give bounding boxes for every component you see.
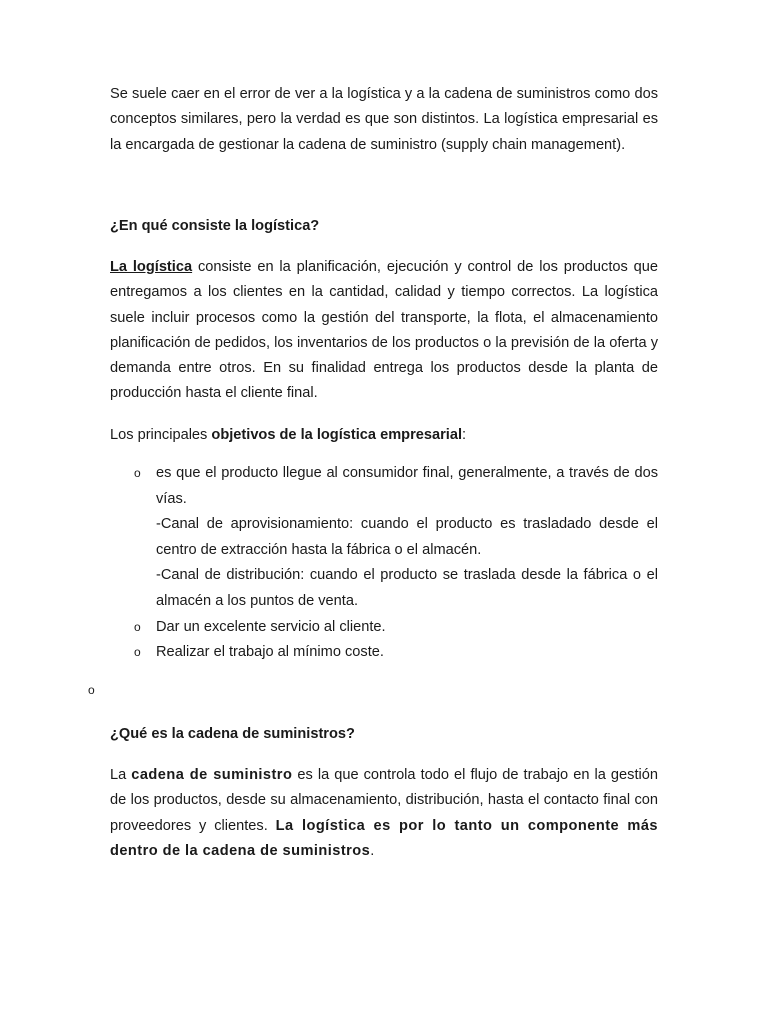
list-item (110, 615, 658, 641)
cadena-prefix: La (110, 767, 132, 783)
objectives-suffix: : (462, 427, 467, 443)
section-heading-logistica: ¿En qué consiste la logística? (110, 218, 320, 234)
logistica-paragraph (110, 255, 658, 407)
objectives-list (110, 461, 658, 666)
section-heading-cadena: ¿Qué es la cadena de suministros? (110, 726, 355, 742)
cadena-conclusion: La logística es por lo tanto un componente más dentro de la cadena de suministros (110, 817, 658, 859)
list-item-subtext: -Canal de distribución: cuando el producto se traslada desde la fábrica o el almacén a los puntos de venta. (156, 567, 658, 609)
cadena-term: cadena de suministro (131, 767, 293, 783)
logistica-paragraph-text: consiste en la planificación, ejecución y control de los productos que entregamos a los clientes en la cantidad, calidad y tiempo correctos. La logística suele incluir procesos como la gestión del transporte, la flota, el almacenamiento planificación de pedidos, los inventarios de los productos o la previsión de la oferta y demanda entre otros. En su finalidad entrega los productos desde la planta de producción hasta el cliente final. (110, 259, 659, 402)
intro-paragraph (110, 82, 658, 158)
cadena-paragraph-text: es la que controla todo el flujo de trabajo en la gestión de los productos, desde su almacenamiento, distribución, hasta el contacto final con proveedores y clientes. (110, 767, 658, 834)
list-item-subtext: -Canal de aprovisionamiento: cuando el producto es trasladado desde el centro de extracción hasta la fábrica o el almacén. (156, 516, 658, 558)
logistica-term: La logística (110, 259, 193, 275)
bullet-marker: o (134, 645, 141, 660)
cadena-paragraph (110, 763, 658, 864)
objectives-intro (110, 423, 658, 448)
bullet-marker: o (134, 619, 141, 634)
list-item-text: Dar un excelente servicio al cliente. (156, 618, 386, 635)
list-item-text: es que el producto llegue al consumidor final, generalmente, a través de dos vías. (156, 465, 658, 507)
empty-bullet-marker: o (88, 683, 95, 697)
list-item (110, 461, 658, 615)
cadena-suffix: . (370, 842, 375, 859)
objectives-prefix: Los principales (110, 427, 212, 443)
list-item (110, 640, 658, 666)
intro-paragraph-text: Se suele caer en el error de ver a la logística y a la cadena de suministros como dos conceptos similares, pero la verdad es que son distintos. La logística empresarial es la encargada de gestionar la cadena de suministro (supply chain management). (110, 86, 658, 153)
objectives-term: objetivos de la logística empresarial (211, 427, 463, 443)
bullet-marker: o (134, 466, 141, 480)
list-item-text: Realizar el trabajo al mínimo coste. (156, 644, 384, 661)
